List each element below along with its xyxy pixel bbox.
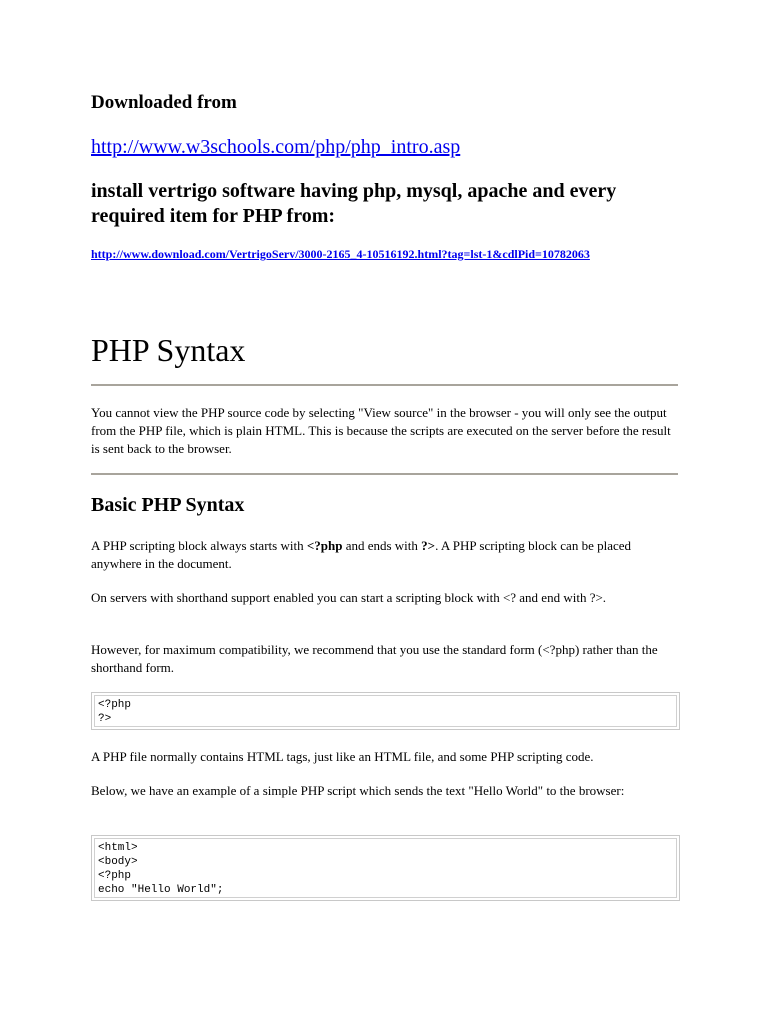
downloaded-from-heading: Downloaded from (91, 92, 237, 113)
text-span: . A PHP scripting block can be placed anywhere in the document. (91, 538, 632, 571)
compatibility-paragraph: However, for maximum compatibility, we recommend that you use the standard form (<?php) rather than the shorthand form. (91, 642, 658, 675)
shorthand-paragraph: On servers with shorthand support enabled you can start a scripting block with <? and end with ?>. (91, 590, 607, 605)
code-text: <html> <body> <?php echo "Hello World"; (98, 842, 224, 896)
text-span: A PHP scripting block always starts with (91, 538, 307, 553)
section-title: Basic PHP Syntax (91, 494, 245, 516)
vertrigo-download-link[interactable]: http://www.download.com/VertrigoServ/3000-2165_4-10516192.html?tag=lst-1&cdlPid=10782063 (91, 247, 590, 261)
code-area (94, 838, 677, 898)
code-example-2 (91, 835, 680, 901)
code-example-1 (91, 692, 680, 730)
html-tags-paragraph: A PHP file normally contains HTML tags, just like an HTML file, and some PHP scripting code. (91, 749, 594, 764)
code-text: <?php ?> (98, 699, 132, 725)
code-keyword: <?php (306, 538, 343, 553)
code-keyword: ?> (421, 538, 436, 553)
example-intro-paragraph: Below, we have an example of a simple PHP script which sends the text "Hello World" to the browser: (91, 783, 625, 798)
install-instructions: install vertrigo software having php, mysql, apache and every required item for PHP from: (91, 180, 617, 227)
intro-paragraph: You cannot view the PHP source code by selecting "View source" in the browser - you will only see the output from the PHP file, which is plain HTML. This is because the scripts are executed on the server before the result is sent back to the browser. (91, 405, 671, 456)
text-span: and ends with (342, 538, 422, 553)
code-area (94, 695, 677, 727)
syntax-paragraph (91, 537, 681, 573)
page-title: PHP Syntax (91, 332, 246, 368)
w3schools-link[interactable]: http://www.w3schools.com/php/php_intro.asp (91, 136, 461, 158)
divider (91, 473, 678, 475)
divider (91, 384, 678, 386)
